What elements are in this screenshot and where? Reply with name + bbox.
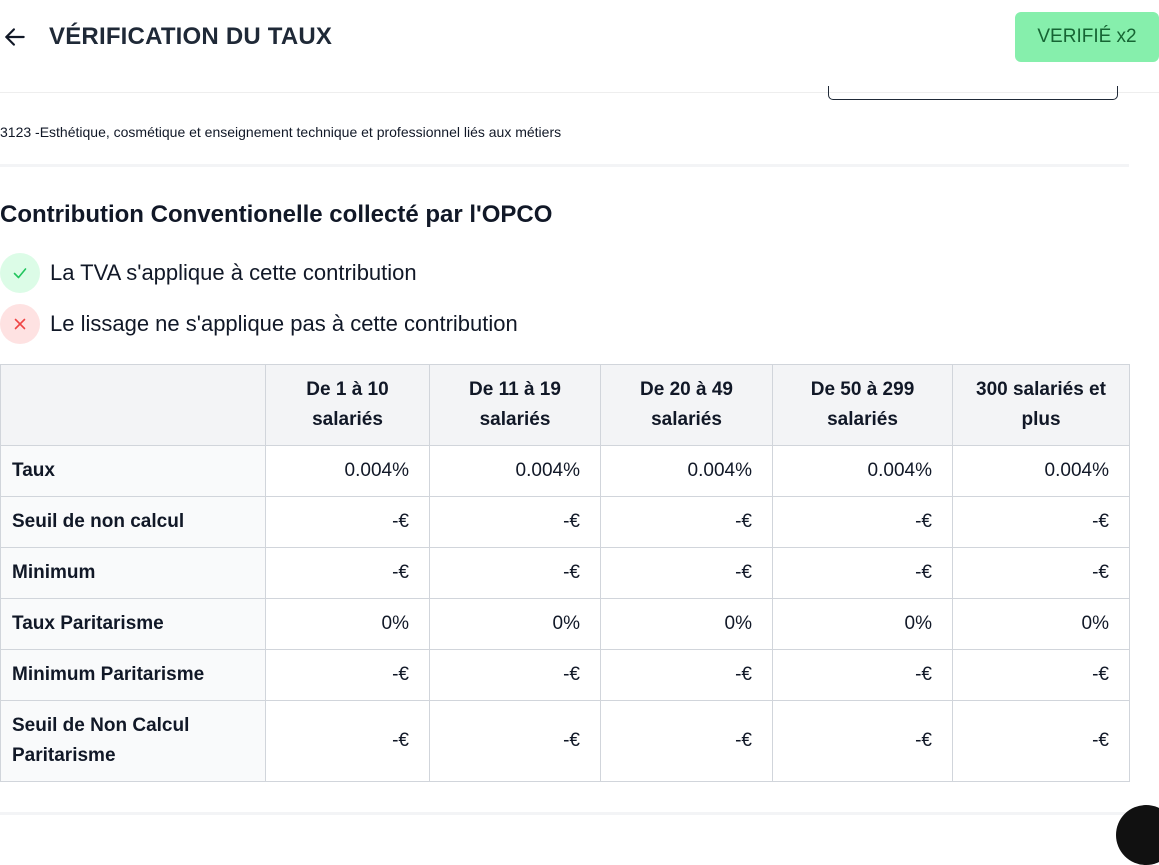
- table-cell: 0.004%: [953, 446, 1130, 497]
- table-cell: -€: [773, 650, 953, 701]
- column-header: De 50 à 299 salariés: [773, 365, 953, 446]
- table-cell: 0.004%: [773, 446, 953, 497]
- verified-button[interactable]: VERIFIÉ x2: [1015, 12, 1159, 62]
- table-row: [1, 599, 1130, 650]
- table-cell: 0%: [266, 599, 430, 650]
- row-label: Minimum Paritarisme: [1, 650, 266, 701]
- table-row: [1, 701, 1130, 782]
- tva-applies-row: [0, 253, 417, 293]
- smoothing-not-applied-text: Le lissage ne s'applique pas à cette contribution: [50, 311, 518, 336]
- table-cell: -€: [266, 701, 430, 782]
- section-title: Contribution Conventionelle collecté par l'OPCO: [0, 201, 553, 228]
- table-cell: -€: [953, 650, 1130, 701]
- smoothing-not-applied-row: [0, 304, 518, 344]
- table-cell: -€: [953, 497, 1130, 548]
- rates-table: [0, 364, 1130, 782]
- check-icon: [0, 253, 40, 293]
- table-cell: 0%: [953, 599, 1130, 650]
- table-cell: -€: [266, 497, 430, 548]
- row-label: Seuil de non calcul: [1, 497, 266, 548]
- back-arrow-icon[interactable]: [2, 24, 28, 50]
- branch-label: 3123 -Esthétique, cosmétique et enseignement technique et professionnel liés aux métiers: [0, 124, 562, 140]
- bottom-divider: [0, 812, 1129, 815]
- table-cell: -€: [773, 497, 953, 548]
- table-cell: 0.004%: [430, 446, 601, 497]
- column-header: De 20 à 49 salariés: [601, 365, 773, 446]
- table-cell: -€: [430, 497, 601, 548]
- table-cell: -€: [430, 701, 601, 782]
- table-cell: -€: [266, 650, 430, 701]
- table-cell: -€: [266, 548, 430, 599]
- table-row: [1, 446, 1130, 497]
- table-cell: -€: [430, 650, 601, 701]
- table-row: [1, 650, 1130, 701]
- row-label: Taux: [1, 446, 266, 497]
- table-cell: 0%: [430, 599, 601, 650]
- row-label: Minimum: [1, 548, 266, 599]
- page-title: VÉRIFICATION DU TAUX: [49, 23, 333, 50]
- table-cell: -€: [953, 548, 1130, 599]
- section-divider: [0, 164, 1129, 167]
- table-row: [1, 548, 1130, 599]
- column-header: De 1 à 10 salariés: [266, 365, 430, 446]
- table-cell: -€: [601, 650, 773, 701]
- table-cell: 0%: [773, 599, 953, 650]
- table-cell: -€: [601, 497, 773, 548]
- row-label: Taux Paritarisme: [1, 599, 266, 650]
- table-cell: -€: [430, 548, 601, 599]
- table-header-row: [1, 365, 1130, 446]
- table-cell: -€: [773, 548, 953, 599]
- tva-applies-text: La TVA s'applique à cette contribution: [50, 260, 417, 285]
- column-header: 300 salariés et plus: [953, 365, 1130, 446]
- table-cell: 0.004%: [601, 446, 773, 497]
- column-header: De 11 à 19 salariés: [430, 365, 601, 446]
- page-header: [0, 0, 1159, 93]
- table-cell: 0.004%: [266, 446, 430, 497]
- table-cell: -€: [601, 701, 773, 782]
- x-icon: [0, 304, 40, 344]
- table-row: [1, 497, 1130, 548]
- branch-select[interactable]: [828, 86, 1118, 100]
- table-cell: -€: [953, 701, 1130, 782]
- row-label: Seuil de Non Calcul Paritarisme: [1, 701, 266, 782]
- table-cell: -€: [773, 701, 953, 782]
- corner-header-cell: [1, 365, 266, 446]
- table-cell: 0%: [601, 599, 773, 650]
- table-cell: -€: [601, 548, 773, 599]
